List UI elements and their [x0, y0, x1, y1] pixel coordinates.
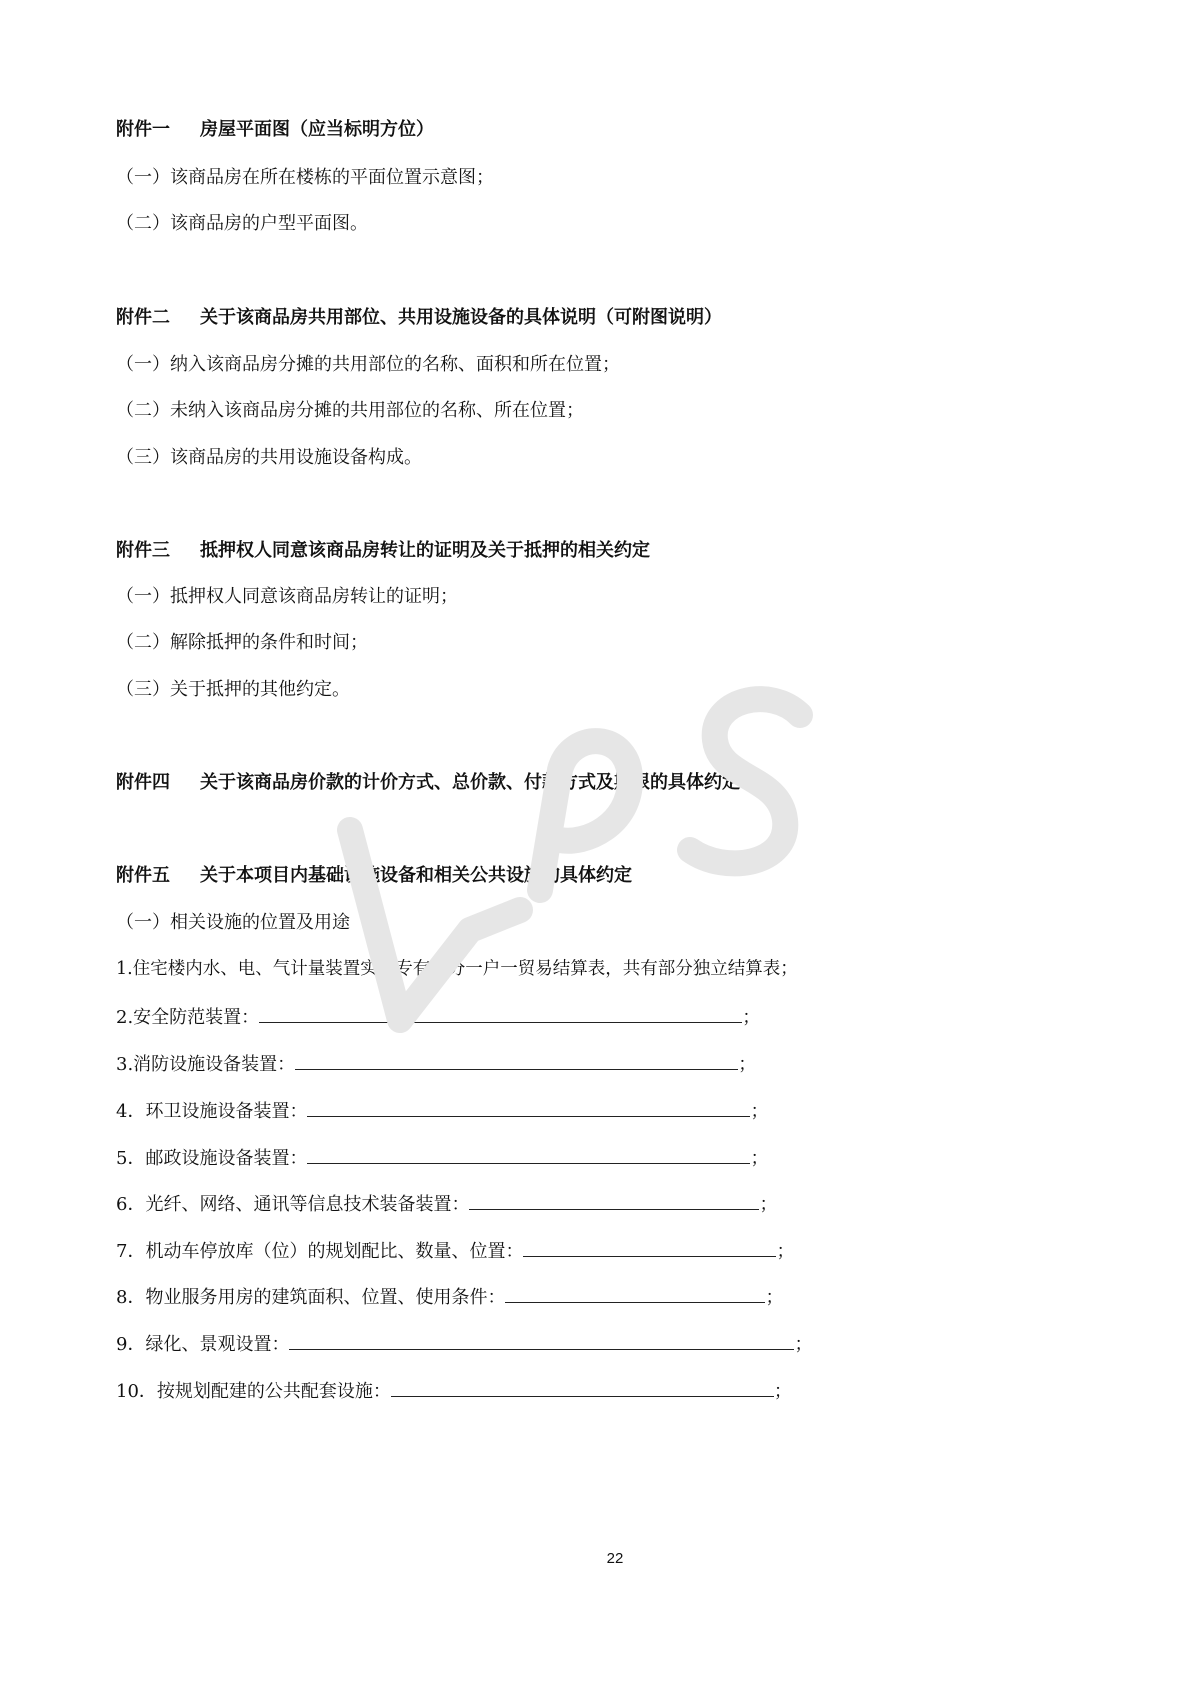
annex5-item-1: 1.住宅楼内水、电、气计量装置实行专有部分一户一贸易结算表，共有部分独立结算表； [116, 959, 798, 979]
form-field-postal [116, 1145, 768, 1171]
annex3-title: 附件三 [116, 540, 170, 561]
fill-in-blank[interactable] [505, 1284, 765, 1303]
annex3-item-1: （一）抵押权人同意该商品房转让的证明； [116, 586, 458, 607]
annex2-item-3: （三）该商品房的共用设施设备构成。 [116, 447, 422, 468]
field-end: ； [742, 1007, 761, 1028]
annex2-item-1: （一）纳入该商品房分摊的共用部位的名称、面积和所在位置； [116, 354, 620, 375]
fill-in-blank[interactable] [523, 1238, 776, 1257]
fill-in-blank[interactable] [259, 1004, 742, 1023]
annex2-title: 附件二 [116, 307, 170, 328]
fill-in-blank[interactable] [307, 1145, 750, 1164]
annex3-item-2: （二）解除抵押的条件和时间； [116, 632, 368, 653]
fill-in-blank[interactable] [307, 1098, 750, 1117]
annex1-heading [116, 118, 434, 142]
field-label: 4．环卫设施设备装置： [116, 1101, 308, 1122]
annex5-subtitle: 关于本项目内基础设施设备和相关公共设施的具体约定 [200, 865, 632, 886]
annex1-item-2: （二）该商品房的户型平面图。 [116, 213, 368, 234]
annex3-heading [116, 539, 650, 563]
form-field-telecom [116, 1191, 777, 1217]
annex5-section1: （一）相关设施的位置及用途 [116, 912, 350, 933]
annex4-title: 附件四 [116, 772, 170, 793]
form-field-security [116, 1004, 760, 1030]
fill-in-blank[interactable] [289, 1331, 794, 1350]
form-field-fire [116, 1051, 756, 1077]
fill-in-blank[interactable] [391, 1378, 774, 1397]
annex3-subtitle: 抵押权人同意该商品房转让的证明及关于抵押的相关约定 [200, 540, 650, 561]
field-end: ； [759, 1194, 778, 1215]
field-label: 9．绿化、景观设置： [116, 1334, 290, 1355]
form-field-property-service [116, 1284, 783, 1310]
field-end: ； [794, 1334, 813, 1355]
form-field-sanitation [116, 1098, 768, 1124]
field-label: 8．物业服务用房的建筑面积、位置、使用条件： [116, 1287, 506, 1308]
page-number: 22 [606, 1550, 624, 1567]
field-end: ； [750, 1148, 769, 1169]
field-label: 10．按规划配建的公共配套设施： [116, 1381, 391, 1402]
annex2-subtitle: 关于该商品房共用部位、共用设施设备的具体说明（可附图说明） [200, 307, 722, 328]
annex4-heading [116, 771, 740, 795]
annex1-subtitle: 房屋平面图（应当标明方位） [200, 119, 434, 140]
field-label: 5．邮政设施设备装置： [116, 1148, 308, 1169]
field-label: 6．光纤、网络、通讯等信息技术装备装置： [116, 1194, 470, 1215]
form-field-parking [116, 1238, 794, 1264]
annex2-heading [116, 306, 722, 330]
field-end: ； [750, 1101, 769, 1122]
form-field-public-facilities [116, 1378, 792, 1404]
annex3-item-3: （三）关于抵押的其他约定。 [116, 679, 350, 700]
form-field-landscaping [116, 1331, 812, 1357]
field-end: ； [738, 1054, 757, 1075]
field-label: 2.安全防范装置： [116, 1007, 260, 1028]
field-label: 3.消防设施设备装置： [116, 1054, 296, 1075]
annex1-item-1: （一）该商品房在所在楼栋的平面位置示意图； [116, 167, 494, 188]
field-end: ； [765, 1287, 784, 1308]
field-label: 7．机动车停放库（位）的规划配比、数量、位置： [116, 1241, 524, 1262]
field-end: ； [773, 1381, 792, 1402]
annex1-title: 附件一 [116, 119, 170, 140]
fill-in-blank[interactable] [469, 1191, 759, 1210]
annex2-item-2: （二）未纳入该商品房分摊的共用部位的名称、所在位置； [116, 400, 584, 421]
fill-in-blank[interactable] [295, 1051, 738, 1070]
field-end: ； [776, 1241, 795, 1262]
annex5-heading [116, 864, 632, 888]
annex5-title: 附件五 [116, 865, 170, 886]
annex4-subtitle: 关于该商品房价款的计价方式、总价款、付款方式及期限的具体约定 [200, 772, 740, 793]
